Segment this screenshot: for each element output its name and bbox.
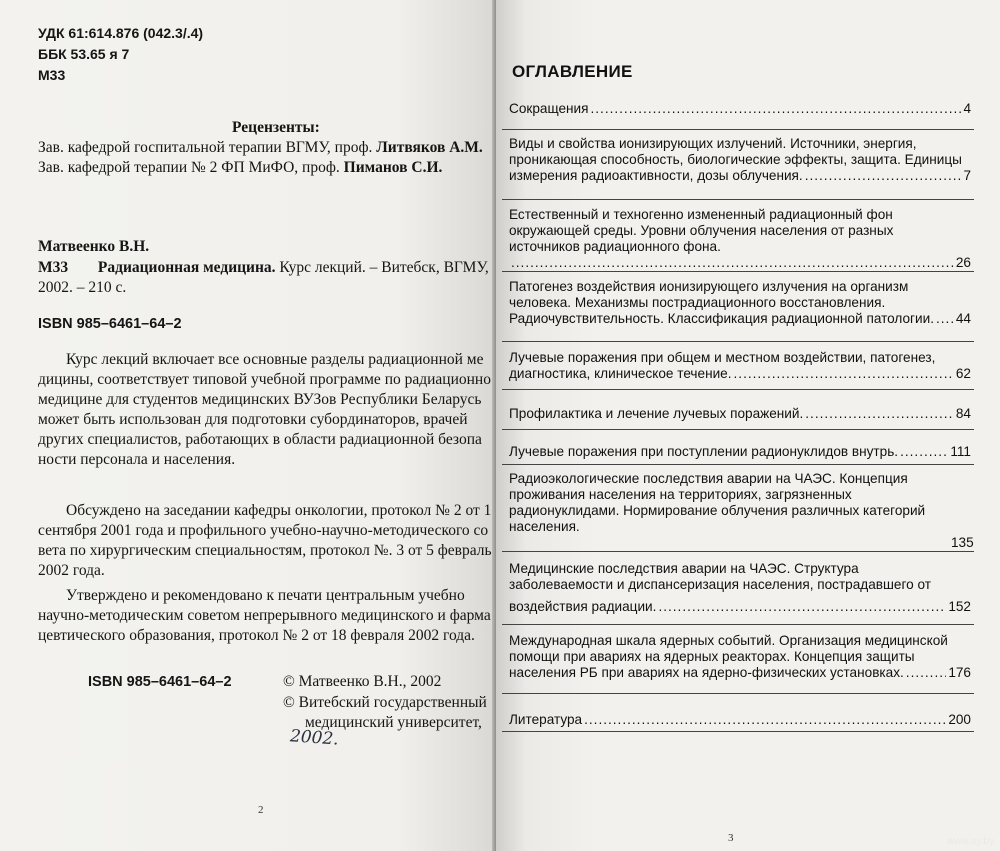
reviewer-2-position: Зав. кафедрой терапии № 2 ФП МиФО, проф. <box>38 159 340 176</box>
toc-entry <box>509 279 971 327</box>
toc-entry-text: проникающая способность, биологические эффекты, защита. Единицы <box>509 152 962 167</box>
toc-page-number: 84 <box>955 406 971 421</box>
right-page-number: 3 <box>728 832 734 844</box>
abstract-line: может быть использован для подготовки субординаторов, врачей <box>38 411 468 428</box>
toc-entry <box>509 471 971 535</box>
reviewer-2-name: Пиманов С.И. <box>343 159 443 176</box>
toc-entry <box>509 406 971 422</box>
toc-divider <box>502 389 974 390</box>
toc-entry-text: Сокращения <box>509 101 589 116</box>
toc-divider <box>502 624 974 625</box>
toc-page-number: 200 <box>948 712 971 727</box>
toc-entry <box>509 633 971 681</box>
toc-divider <box>502 199 974 200</box>
handwritten-year: 2002. <box>289 726 340 750</box>
toc-entry <box>509 207 971 271</box>
toc-entry-page-row <box>509 535 974 551</box>
toc-title: ОГЛАВЛЕНИЕ <box>512 62 633 81</box>
approved-line: Утверждено и рекомендовано к печати центральным учебно <box>66 587 465 604</box>
toc-entry <box>509 700 971 728</box>
abstract-line: дицины, соответствует типовой учебной программе по радиационно <box>38 371 491 388</box>
toc-entry-text: Патогенез воздействия ионизирующего излучения на организм <box>509 279 909 294</box>
isbn-top: ISBN 985–6461–64–2 <box>38 316 182 332</box>
bbk-code: ББК 53.65 я 7 <box>38 46 130 62</box>
toc-divider <box>502 271 974 272</box>
toc-entry-text: Профилактика и лечение лучевых поражений. <box>509 406 804 421</box>
reviewers-title: Рецензенты: <box>232 119 320 136</box>
toc-divider <box>502 464 974 465</box>
toc-divider <box>502 693 974 694</box>
discussed-line: Обсуждено на заседании кафедры онкологии, протокол № 2 от 1 <box>66 502 492 519</box>
author-name: Матвеенко В.Н. <box>38 238 150 255</box>
toc-entry-text: Радиочувствительность. Классификация радиационной патологии. <box>509 311 934 326</box>
site-watermark: www.ay.by <box>946 836 994 847</box>
toc-entry-text: проживания населения на территориях, загрязненных <box>509 487 852 502</box>
toc-entry-text: человека. Механизмы пострадиационного восстановления. <box>509 295 886 310</box>
toc-entry <box>509 101 971 117</box>
discussed-line: сентября 2001 года и профильного учебно-научно-методического со <box>38 522 489 539</box>
toc-entry-text: заболеваемости и диспансеризация населения, пострадавшего от <box>509 577 931 592</box>
discussed-line: вета по хирургическим специальностям, протокол №. 3 от 5 февраль <box>38 542 492 559</box>
toc-page-number: 44 <box>955 311 971 326</box>
toc-page-number: 7 <box>963 168 971 183</box>
toc-entry <box>509 136 971 184</box>
copyright-author: © Матвеенко В.Н., 2002 <box>283 673 442 690</box>
toc-entry-text: измерения радиоактивности, дозы облучения. <box>509 168 803 183</box>
toc-entry-text: Радиоэкологические последствия аварии на ЧАЭС. Концепция <box>509 471 908 486</box>
toc-entry <box>509 561 971 615</box>
left-page-number: 2 <box>258 804 264 816</box>
toc-divider <box>502 731 974 732</box>
toc-entry-text: населения РБ при авариях на ядерно-физических установках. <box>509 665 904 680</box>
copyright-university-line2: медицинский университет, <box>305 714 482 731</box>
toc-divider <box>502 551 974 552</box>
toc-entry-text: Виды и свойства ионизирующих излучений. Источники, энергия, <box>509 136 917 151</box>
reviewer-1-name: Литвяков А.М. <box>376 139 483 156</box>
toc-entry <box>509 350 971 382</box>
toc-page-number: 111 <box>950 444 971 459</box>
book-title: Радиационная медицина. <box>97 259 276 276</box>
isbn-bottom: ISBN 985–6461–64–2 <box>88 674 232 690</box>
toc-divider <box>502 429 974 430</box>
left-page <box>0 0 496 851</box>
approved-line: научно-методическим советом непрерывного медицинского и фарма <box>38 607 491 624</box>
biblio-details: Курс лекций. – Витебск, ВГМУ, <box>279 259 489 276</box>
toc-entry-text: Литература <box>509 712 583 727</box>
biblio-year-pages: 2002. – 210 с. <box>38 279 127 296</box>
toc-entry-text: Международная шкала ядерных событий. Организация медицинской <box>509 633 948 648</box>
approved-line: цевтического образования, протокол № 2 от 18 февраля 2002 года. <box>38 627 475 644</box>
toc-entry-text: радионуклидами. Нормирование облучения различных категорий <box>509 503 926 518</box>
toc-divider <box>502 129 974 130</box>
udk-code: УДК 61:614.876 (042.3/.4) <box>38 25 204 41</box>
abstract-line: ности персонала и населения. <box>38 451 236 468</box>
toc-entry-text: населения. <box>509 519 580 534</box>
toc-entry-text: Лучевые поражения при поступлении радионуклидов внутрь. <box>509 444 899 459</box>
toc-page-number: 4 <box>963 101 971 116</box>
toc-page-number: 26 <box>955 255 971 270</box>
toc-entry-text: воздействия радиации. <box>509 599 657 614</box>
toc-divider <box>502 341 974 342</box>
toc-page-number: 152 <box>948 599 971 614</box>
author-code: М33 <box>38 67 66 83</box>
toc-entry-text: Медицинские последствия аварии на ЧАЭС. Структура <box>509 561 859 576</box>
toc-entry-text: Естественный и техногенно измененный радиационный фон <box>509 207 893 222</box>
toc-entry-text: источников радиационного фона. <box>509 239 721 254</box>
toc-entry-text: диагностика, клиническое течение. <box>509 366 732 381</box>
toc-entry <box>509 444 971 460</box>
abstract-line: Курс лекций включает все основные разделы радиационной ме <box>66 351 484 368</box>
reviewer-1 <box>38 139 483 157</box>
toc-entry-text: помощи при авариях на ядерных реакторах. Концепция защиты <box>509 649 915 664</box>
toc-page-number: 135 <box>951 535 974 550</box>
toc-page-number: 62 <box>955 366 971 381</box>
copyright-university-line1: © Витебский государственный <box>283 694 487 711</box>
abstract-line: других специалистов, работающих в области радиационной безопа <box>38 431 482 448</box>
bibliographic-record <box>38 259 489 277</box>
toc-page-number: 176 <box>948 665 971 680</box>
abstract-line: медицине для студентов медицинских ВУЗов Республики Беларусь <box>38 391 482 408</box>
biblio-code: М33 <box>38 259 69 276</box>
discussed-line: 2002 года. <box>38 562 105 579</box>
toc-entry-text: Лучевые поражения при общем и местном воздействии, патогенез, <box>509 350 936 365</box>
reviewer-2 <box>38 159 442 177</box>
toc-entry-text: окружающей среды. Уровни облучения населения от разных <box>509 223 894 238</box>
reviewer-1-position: Зав. кафедрой госпитальной терапии ВГМУ, проф. <box>38 139 373 156</box>
